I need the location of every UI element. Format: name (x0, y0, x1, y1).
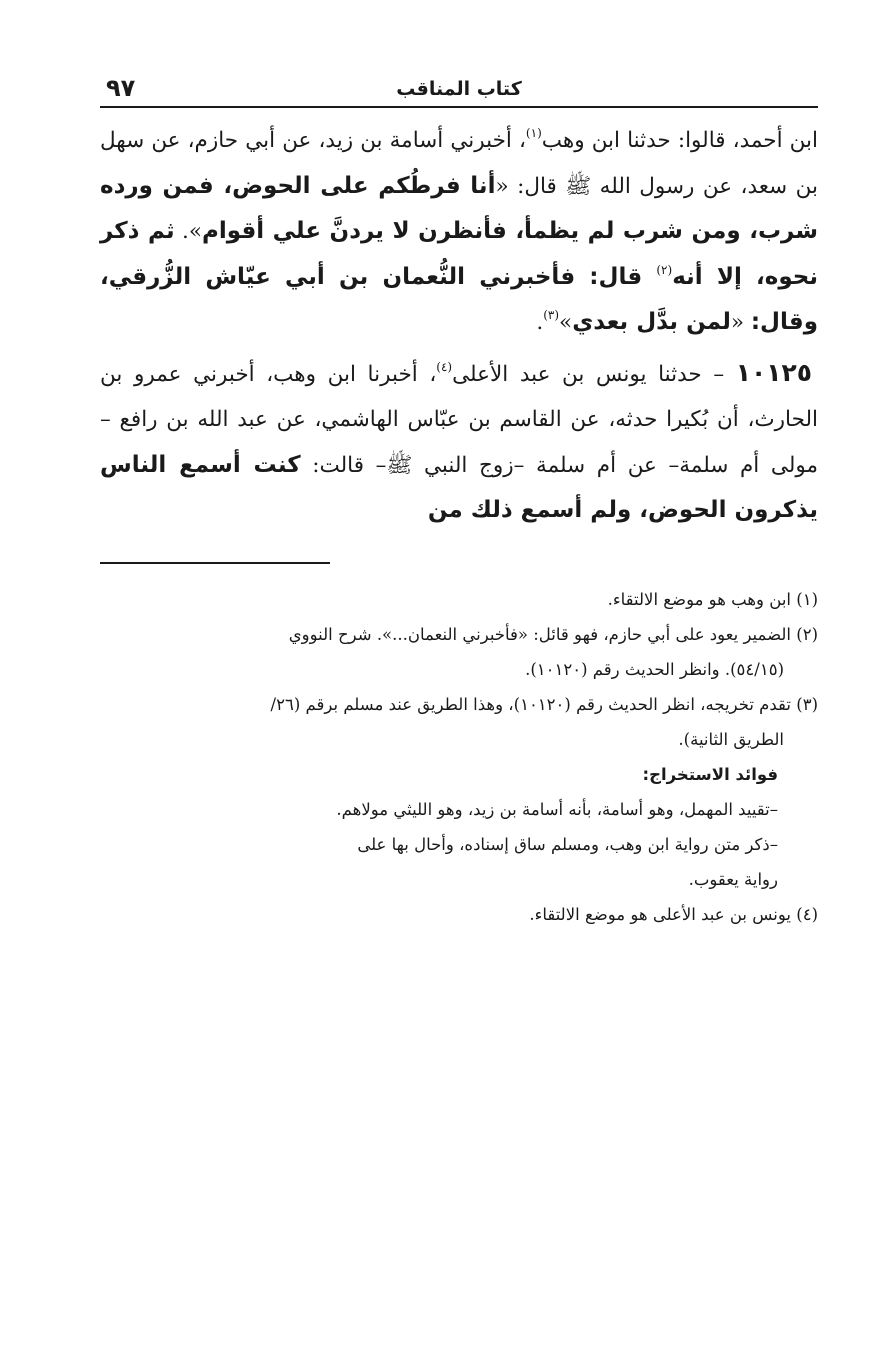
text-run: ، أخبرنا ابن وهب، أخبرني عمرو بن الحارث، أن بُكيرا حدثه، عن القاسم بن عبّاس الهاشمي، عن عبد الله بن رافع –مولى أم سلمة– عن أم سلمة –زوج النبي ﷺ– قالت: (100, 361, 818, 478)
page-number: ٩٧ (106, 74, 136, 102)
benefit-item: –ذكر متن رواية ابن وهب، ومسلم ساق إسناده، وأحال بها على (357, 834, 778, 854)
hadith-number: ١٠١٢٥ (735, 357, 812, 387)
text-run: ابن أحمد، قالوا: حدثنا ابن وهب (541, 128, 818, 153)
footnote-3-continuation: الطريق الثانية). (678, 729, 784, 749)
footnote-ref: (٢) (656, 262, 673, 277)
footnote-2: (٢) الضمير يعود على أبي حازم، فهو قائل: «فأخبرني النعمان...». شرح النووي (288, 624, 818, 644)
footnotes (100, 582, 818, 932)
book-title: كتاب المناقب (396, 78, 522, 100)
text-run: – حدثنا يونس بن عبد الأعلى (452, 361, 736, 387)
hadith-continuation-paragraph (100, 118, 818, 346)
text-run: ، أخبرني أسامة بن زيد، عن أبي حازم، عن سهل بن سعد، عن رسول الله ﷺ قال: « (100, 128, 818, 199)
bold-text: قال: فأخبرني النُّعمان بن أبي عيّاش الزُّرقي، وقال: (100, 263, 818, 335)
bold-text: ثم ذكر نحوه، إلا أنه (100, 218, 818, 290)
book-page (100, 70, 818, 932)
benefits-heading: فوائد الاستخراج: (642, 764, 778, 784)
main-text (100, 118, 818, 534)
text-run: ». (174, 219, 203, 244)
footnote-ref: (١) (525, 126, 542, 140)
bold-text: أنا فرطُكم على الحوض، فمن ورده شرب، ومن شرب لم يظمأ، فأنظرن لا يردنَّ علي أقوام (100, 172, 818, 244)
footnote-1: (١) ابن وهب هو موضع الالتقاء. (607, 589, 818, 609)
text-run: « (730, 310, 751, 335)
text-run: » (559, 310, 573, 335)
footnote-divider-wrap (100, 562, 818, 564)
footnote-divider (100, 562, 330, 564)
footnote-2-continuation: (٥٤/١٥). وانظر الحديث رقم (١٠١٢٠). (525, 659, 784, 679)
footnote-ref: (٣) (543, 308, 560, 322)
page-header (100, 70, 818, 108)
bold-text: كنت أسمع الناس يذكرون الحوض، ولم أسمع ذلك من (100, 451, 818, 523)
benefit-item: –تقييد المهمل، وهو أسامة، بأنه أسامة بن زيد، وهو الليثي مولاهم. (336, 799, 778, 819)
footnote-ref: (٤) (436, 359, 453, 374)
footnote-4: (٤) يونس بن عبد الأعلى هو موضع الالتقاء. (529, 904, 818, 924)
footnote-3: (٣) تقدم تخريجه، انظر الحديث رقم (١٠١٢٠)، وهذا الطريق عند مسلم برقم (٢٦/ (270, 694, 818, 714)
benefit-item-continuation: رواية يعقوب. (688, 869, 778, 889)
bold-text: لمن بدَّل بعدي (572, 309, 731, 335)
text-run: . (536, 310, 544, 335)
hadith-paragraph (100, 350, 818, 534)
